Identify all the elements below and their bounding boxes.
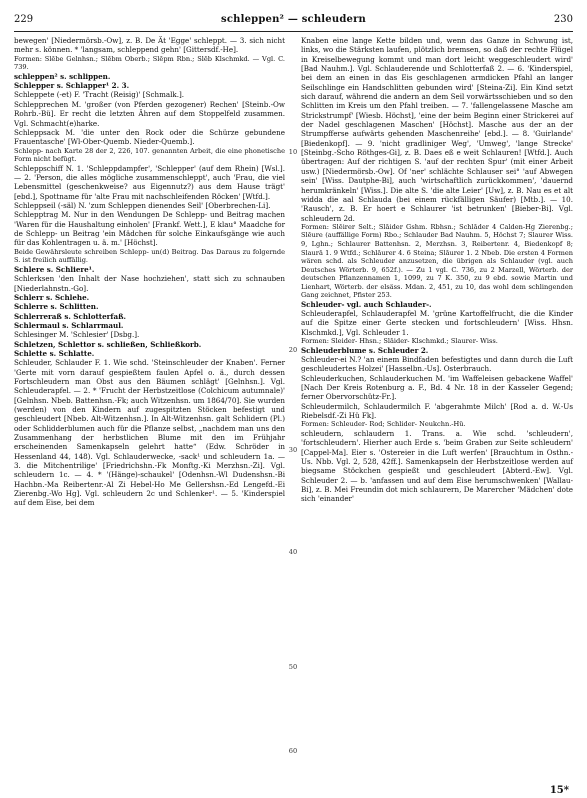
entry-schlere: Schlere s. Schliere¹. [14,264,95,274]
entry-schlepprechen: Schlepprechen M. 'großer (von Pferden gezogener) Rechen' [Steinb.-Ow Rohrb.-Bü]. Er recht die letzten Ähren auf dem Stoppelfeld zusammen. Vgl. Schmacht(e)harke. [14,99,285,128]
page-number-left: 229 [14,14,34,25]
entry-schleuderblume: Schleuderblume s. Schleuder 2. [301,345,429,355]
entry-schlerreraß: Schlerreraß s. Schlotterfaß. [14,311,126,321]
entry-schleppschiff: Schleppschiff N. 1. 'Schleppdampfer', 'Schlepper' (auf dem Rhein) [Wsl.]. — 2. 'Person, die alles mögliche zusammenschleppt', auch 'Frau, die viel Lebensmittel (geschenkweise? aus Eigennutz?) aus dem Hause trägt' [ebd.], Spottname für 'alte Frau mit nachschleifenden Röcken' [Wtfd.]. [14,163,285,201]
page-header [14,14,573,28]
entry-schleudern: schleudern, schlaudern 1. Trans. a. Wie schd. 'schleudern', 'fortschleudern'. Hierher auch Erde s. 'beim Graben zur Seite schleudern' [Cappel-Ma]. Eier s. 'Ostereier in die Luft werfen' [Brauchtum in Osthn.-Us. Nbb. Vgl. 2, 528, 42ff.]. Samenkapseln der Herbstzeitlose werden auf biegsame Stöckchen gespießt und geschleudert [Abterd.-Ew]. Vgl. Schleuder 2. — b. 'anfassen und auf dem Eise herumschwenken' [Wallau-Bi], z. B. Mei Freundin dot mich schlaurern, De Marercher 'Mädchen' dote sich 'einander' [301,429,573,504]
line-number-50: 50 [288,663,298,671]
entry-schlepptrag: Schlepptrag M. Nur in den Wendungen De Schlepp- und Beitrag machen 'Waren für die Haushaltung einholen' [Frankf. Wett.], E klau° Maadche for de Schlepp- un Beitrag 'ein Mädchen für solche Einkaufsgänge wie auch für das Kohlentragen u. ä. m.' [Höchst]. [14,210,285,248]
entry-schletzen: Schletzen, Schlettor s. schließen, Schließkorb. [14,339,202,349]
entry-schleppsack: Schleppsack M. 'die unter den Rock oder die Schürze gebundene Frauentasche' [Wl-Ober-Quemb. Nieder-Quemb.]. [14,127,285,147]
line-number-20: 20 [288,346,298,354]
line-number-10: 10 [288,148,298,156]
entry-schlepptrag-note: Beide Gewährsleute schreiben Schlepp- un(d) Beitrag. Das Daraus zu folgernde S. ist freilich auffällig. [14,247,285,265]
entry-schlepper: Schlepper s. Schlapper¹ 2. 3. [14,81,130,91]
left-column [14,36,285,508]
running-head: schleppen² — schleudern [220,14,367,25]
page-number-right: 230 [553,14,573,25]
entry-schleuder-cont: Knaben eine lange Kette bilden und, wenn das Ganze in Schwung ist, links, wo die Stärksten laufen, plötzlich bremsen, so daß der rechte Flügel in Kreiselbewegung kommt und man dort leicht weggeschleudert wird' [Bad Nauhm.]. Vgl. Schlauderende und Schlotterfaß 2. — 6. 'Kinderspiel, bei dem an einen in das Eis geschlagenen armdicken Pfahl an langer Seilschlinge ein Handschlitten gebunden wird' [Steina-Zi]. Ein Kind setzt sich darauf, während die andern an dem Seil vorwärtsschieben und so den Schlitten im Kreis um den Pfahl treiben. — 7. 'fallengelassene Masche am Strickstrumpf' [Wiesb. Höchst], 'eine der beim Beginn einer Strickerei auf der Nadel geschlagenen Maschen' [Höchst]. Masche aus der an der Strumpfferse aufwärts gehenden Maschenreihe' [ebd.]. — 8. 'Guirlande' [Biedenkopf]. — 9. 'nicht gradliniger Weg', 'Umweg', 'lange Strecke' [Steinbg.-Scho Röthges-Gi], z. B. Daes eß e weit Schlauren! [Wtfd.]. Auch übertragen: Auf der richtigen S. 'auf der rechten Spur' (mit einer Arbeit usw.) [Niedermörsb.-Ow]. Of 'ner' schlächte Schlauser sei° 'auf Abwegen sein' [Wiss. Dautphe-Bi], auch 'wirtschaftlich zurückkommen', 'dauernd herumkränkeln' [Wiss.]. Die alte S. 'die alte Leier' [Uw], z. B. Nau es et alt widda die aal Schlauda (bei einem rückfälligen Säufer) [Mtb.]. — 10. 'Rausch', z. B. Er hoert e Schlaurer 'ist betrunken' [Bieber-Bi]. Vgl. schleudern 2d. [301,36,573,223]
entry-schlerr: Schlerr s. Schlehe. [14,292,90,302]
entry-schleuderapfel: Schleuderapfel, Schlauderapfel M. 'grüne Kartoffelfrucht, die die Kinder auf die Spitze einer Gerte stecken und fortschleudern' [Wiss. Hhsn. Klschmkd.], Vgl. Schleuder 1. [301,309,573,337]
entry-schlepp-note: Schlepp- nach Karte 28 der 2, 226, 107. genannten Arbeit, die eine phonetische Form nicht befügt. [14,146,285,164]
entry-schlette: Schlette s. Schlatte. [14,348,95,358]
entry-schleuderapfel-forms: Formen: Sleider- Hhsn.; Slāider- Klschmkd.; Slaurer- Wiss. [301,337,498,346]
page-signature: 15* [549,785,569,796]
line-number-30: 30 [288,446,298,454]
entry-schleppseil: Schleppseil (-säl) N. 'zum Schleppen dienendes Seil' [Oberbrechen-Li]. [14,201,271,210]
line-number-60: 60 [288,747,298,755]
header-rule [14,31,573,32]
entry-schleppete: Schleppete (-et) F. 'Tracht (Reisig)' [Schmalk.]. [14,90,185,100]
entry-schleuder-forms: Formen: Slēirer Selt.; Slāider Gshm. Rbhsn.; Schlāder 4 Calden-Hg Zierenbg.; Slēure (auffällige Form) Rbo.; Schlauder Bad Nauhm. 5, Höchst 7; Slaurer Wiss. 9, Lghn.; Schlaurer Battenhsn. 2, Merzhsn. 3, Reibertenr. 4, Biedenkopf 8; Slaurā 1. 9 Wtfd.; Schlāurer 4. 6 Steina; Slāurer 1. 2 Nbeb. Die ersten 4 Formen wären schd. als Schleuder anzusetzen, die übrigen als Schlauder (vgl. auch Deutsches Wörterb. 9, 652f.). — Zu 1 vgl. C. 736, zu 2 Marzell, Wörterb. der deutschen Pflanzennamen 1, 1099, zu 7 K. 350, zu 9 ebd. sowie Martin und Lienhart, Wörterb. der elsäss. Mdan. 2, 451, zu 10, das wohl dem schlingenden Gang zeichnet, Pfister 253. [301,222,573,300]
entry-schlermaul: Schlermaul s. Schlarrmaul. [14,320,124,330]
line-number-40: 40 [288,548,298,556]
entry-schleudermilch: Schleudermilch, Schlaudermilch F. 'abgerahmte Milch' [Rod a. d. W.-Us Riebelsdf.-Zi Hü Fk]. [301,401,573,421]
entry-schlerksen: Schlerksen 'den Inhalt der Nase hochziehen', statt sich zu schnauben [Niederlahnstn.-Go]. [14,274,285,293]
entry-bewegen-cont: bewegen' [Niedermörsb.-Ow], z. B. De Ät 'Egge' schleppt. — 3. sich nicht mehr s. können. * 'langsam, schleppend gehn' [Gittersdf.-He]. [14,36,285,55]
entry-schleuder-ei: Schleuder-ei N.? 'an einem Bindfaden befestigtes und dann durch die Luft geschleudertes Holzei' [Hasselbn.-Us]. Osterbrauch. [301,355,573,374]
entry-schlerre: Schlerre s. Schlitten. [14,302,99,312]
entry-schleuderkuchen: Schleuderkuchen, Schlauderkuchen M. 'im Waffeleisen gebackene Waffel' [Nach Der Kreis Rotenburg a. F., Bd. 4 Nr. 18 in der Kasseler Gegend; ferner Obervorschütz-Fr.]. [301,373,573,402]
entry-forms-note: Formen: Slēbe Gelnhsn.; Slēbm Oberb.; Slēpm Rbn.; Slēb Klschmkd. — Vgl. C. 739. [14,54,285,72]
entry-schleuder-prefix: Schleuder- vgl. auch Schlauder-. [301,299,432,309]
entry-schlesinger: Schlesinger M. 'Schlesier' [Dsbg.]. [14,330,140,340]
entry-schleuder: Schleuder, Schlauder F. 1. Wie schd. 'Steinschleuder der Knaben'. Ferner 'Gerte mit vorn darauf gespießtem faulen Apfel o. ä., durch dessen Fortschleudern man Obst aus den Bäumen schlägt' [Gelnhsn.]. Vgl. Schleuderapfel. — 2. * 'Frucht der Herbstzeitlose (Colchicum autumnale)' [Gelnhsn. Nbeb. Battenhsn.-Fk; auch Witzenhsn. um 1864/70]. Sie wurden (werden) von den Kindern auf zugespitzten Stöcken befestigt und geschleudert [Nbeb. Alt-Witzenhsn.]. In Alt-Witzenhsn. galt Schlidern (Pl.) oder Schlidderblumen auch für die Pflanze selbst, „nachdem man uns den Zusammenhang der herbstlichen Blume mit den im Frühjahr erscheinenden Samenkapseln gelehrt hatte“ (Edw. Schröder in Hessenland 44, 148). Vgl. Schlauderwecke, -sack¹ und schleudern 1a. — 3. die Mitchentrilige' [Friedrichshn.-Fk Monftg.-Ki Merzhsn.-Zi]. Vgl. schleudern 1c. — 4. * '(Hänge)-schaukel' [Odenhsn.-Wl Dudenshsn.-Bi Hachbn.-Ma Reibertenr.-Al Zi Hebel-Ho Me Gellershsn.-Ed Lengefd.-Ei Zierenbg.-Wo Hg]. Vgl. schleudern 2c und Schlenker¹. — 5. 'Kinderspiel auf dem Eise, bei dem [14,358,285,508]
right-column [301,36,573,504]
entry-schleudermilch-forms: Formen: Schleuder- Rod; Schlider- Neukchn.-Hü. [301,420,466,429]
entry-schleppen2: schleppen² s. schlippen. [14,71,111,81]
